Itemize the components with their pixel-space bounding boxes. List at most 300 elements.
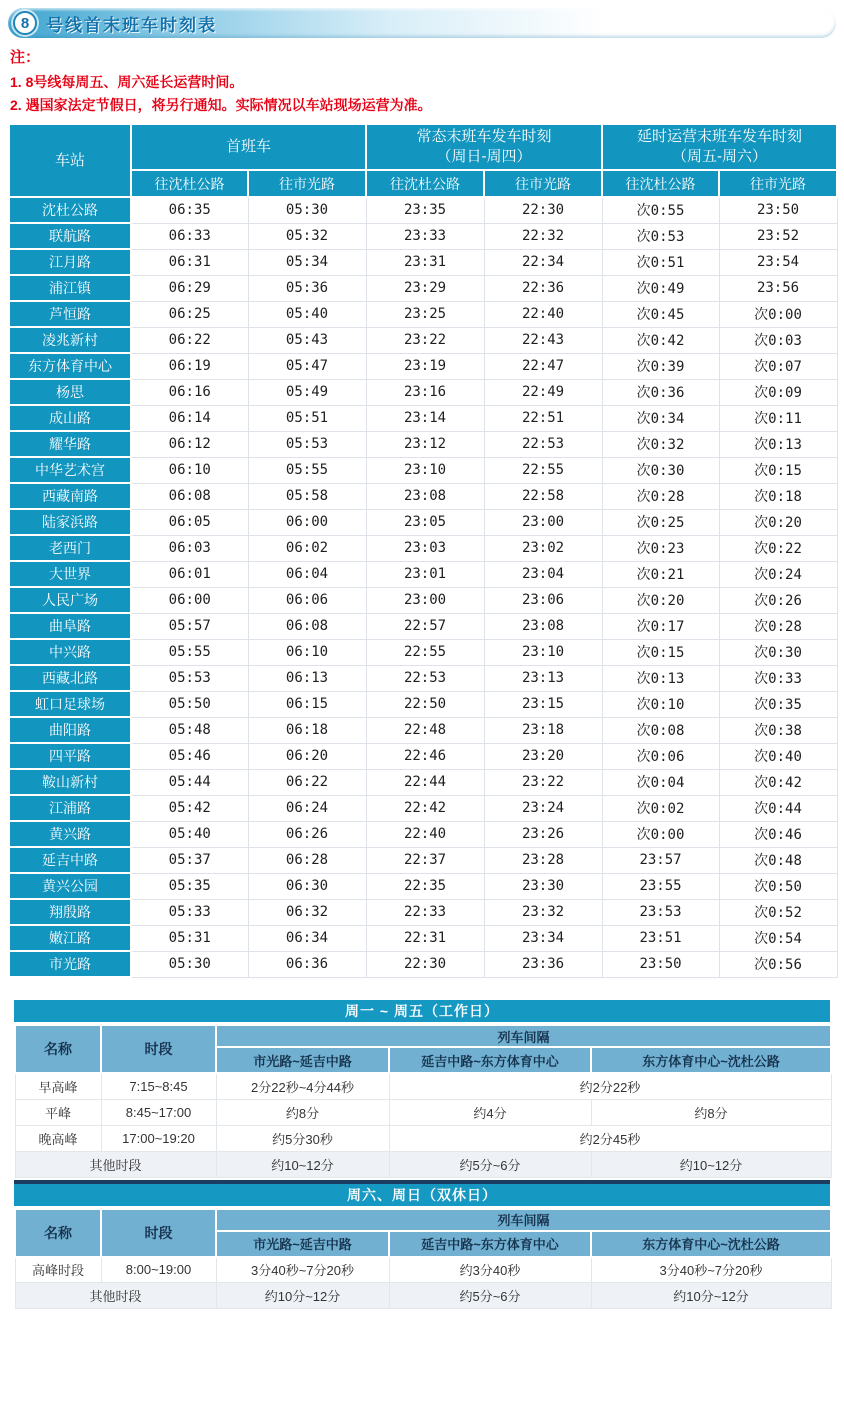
time-cell: 次0:30 bbox=[602, 457, 719, 483]
time-cell: 次0:18 bbox=[719, 483, 837, 509]
time-cell: 06:28 bbox=[248, 847, 366, 873]
interval-name-cell: 其他时段 bbox=[15, 1151, 216, 1177]
interval-period-cell: 17:00~19:20 bbox=[101, 1125, 216, 1151]
time-cell: 23:56 bbox=[719, 275, 837, 301]
time-cell: 05:40 bbox=[131, 821, 248, 847]
station-row bbox=[9, 665, 837, 691]
interval-route-header: 东方体育中心~沈杜公路 bbox=[591, 1047, 831, 1073]
interval-value-cell: 2分22秒~4分44秒 bbox=[216, 1073, 389, 1099]
time-cell: 23:01 bbox=[366, 561, 484, 587]
time-cell: 05:53 bbox=[131, 665, 248, 691]
time-cell: 次0:51 bbox=[602, 249, 719, 275]
station-row bbox=[9, 197, 837, 223]
time-cell: 23:52 bbox=[719, 223, 837, 249]
time-cell: 次0:04 bbox=[602, 769, 719, 795]
note-lines bbox=[10, 71, 836, 117]
direction-header-row bbox=[9, 170, 837, 197]
time-cell: 23:54 bbox=[719, 249, 837, 275]
station-name: 杨思 bbox=[9, 379, 131, 405]
time-cell: 06:30 bbox=[248, 873, 366, 899]
time-cell: 06:26 bbox=[248, 821, 366, 847]
time-cell: 06:29 bbox=[131, 275, 248, 301]
time-cell: 06:12 bbox=[131, 431, 248, 457]
station-name: 翔殷路 bbox=[9, 899, 131, 925]
time-cell: 次0:07 bbox=[719, 353, 837, 379]
time-cell: 23:18 bbox=[484, 717, 602, 743]
interval-table-body bbox=[15, 1073, 831, 1177]
interval-value-cell: 约10分~12分 bbox=[216, 1283, 389, 1309]
time-cell: 次0:34 bbox=[602, 405, 719, 431]
time-cell: 06:05 bbox=[131, 509, 248, 535]
time-cell: 23:57 bbox=[602, 847, 719, 873]
time-cell: 23:25 bbox=[366, 301, 484, 327]
station-name: 鞍山新村 bbox=[9, 769, 131, 795]
station-name: 凌兆新村 bbox=[9, 327, 131, 353]
group-header-extended-last-train bbox=[602, 124, 837, 170]
time-cell: 06:32 bbox=[248, 899, 366, 925]
time-cell: 次0:23 bbox=[602, 535, 719, 561]
time-cell: 次0:03 bbox=[719, 327, 837, 353]
interval-value-cell: 约8分 bbox=[216, 1099, 389, 1125]
time-cell: 22:58 bbox=[484, 483, 602, 509]
time-cell: 次0:20 bbox=[719, 509, 837, 535]
time-cell: 次0:56 bbox=[719, 951, 837, 977]
station-row bbox=[9, 561, 837, 587]
station-name: 沈杜公路 bbox=[9, 197, 131, 223]
interval-row bbox=[15, 1073, 831, 1099]
time-cell: 06:24 bbox=[248, 795, 366, 821]
time-cell: 23:28 bbox=[484, 847, 602, 873]
name-column-header: 名称 bbox=[15, 1209, 101, 1257]
time-cell: 06:03 bbox=[131, 535, 248, 561]
interval-table bbox=[14, 1208, 832, 1310]
time-cell: 23:22 bbox=[366, 327, 484, 353]
time-cell: 次0:28 bbox=[602, 483, 719, 509]
interval-table-body bbox=[15, 1257, 831, 1309]
interval-row bbox=[15, 1151, 831, 1177]
time-cell: 23:02 bbox=[484, 535, 602, 561]
station-name: 陆家浜路 bbox=[9, 509, 131, 535]
time-cell: 次0:39 bbox=[602, 353, 719, 379]
time-cell: 05:30 bbox=[248, 197, 366, 223]
direction-header: 往市光路 bbox=[248, 170, 366, 197]
station-name: 虹口足球场 bbox=[9, 691, 131, 717]
time-cell: 次0:35 bbox=[719, 691, 837, 717]
interval-name-cell: 平峰 bbox=[15, 1099, 101, 1125]
station-row bbox=[9, 275, 837, 301]
time-cell: 23:53 bbox=[602, 899, 719, 925]
time-cell: 06:01 bbox=[131, 561, 248, 587]
time-cell: 22:46 bbox=[366, 743, 484, 769]
time-cell: 22:55 bbox=[484, 457, 602, 483]
time-cell: 06:00 bbox=[131, 587, 248, 613]
weekend-interval-table bbox=[14, 1184, 830, 1310]
station-name: 耀华路 bbox=[9, 431, 131, 457]
time-cell: 23:10 bbox=[366, 457, 484, 483]
time-cell: 次0:53 bbox=[602, 223, 719, 249]
timetable-header bbox=[9, 124, 837, 197]
interval-value-cell: 约4分 bbox=[389, 1099, 591, 1125]
interval-name-cell: 其他时段 bbox=[15, 1283, 216, 1309]
station-name: 芦恒路 bbox=[9, 301, 131, 327]
time-cell: 23:08 bbox=[366, 483, 484, 509]
time-cell: 05:46 bbox=[131, 743, 248, 769]
time-cell: 23:34 bbox=[484, 925, 602, 951]
time-cell: 次0:55 bbox=[602, 197, 719, 223]
interval-period-cell: 8:00~19:00 bbox=[101, 1257, 216, 1283]
time-cell: 23:00 bbox=[366, 587, 484, 613]
interval-row bbox=[15, 1099, 831, 1125]
interval-value-cell: 约10~12分 bbox=[216, 1151, 389, 1177]
line-number-badge: 8 bbox=[13, 11, 37, 35]
timetable bbox=[8, 123, 838, 978]
time-cell: 23:51 bbox=[602, 925, 719, 951]
group-header-line: 延时运营末班车发车时刻 bbox=[637, 128, 803, 145]
time-cell: 次0:00 bbox=[719, 301, 837, 327]
direction-header: 往市光路 bbox=[484, 170, 602, 197]
time-cell: 22:44 bbox=[366, 769, 484, 795]
station-row bbox=[9, 717, 837, 743]
time-cell: 次0:42 bbox=[719, 769, 837, 795]
time-cell: 次0:45 bbox=[602, 301, 719, 327]
interval-value-cell: 3分40秒~7分20秒 bbox=[216, 1257, 389, 1283]
time-cell: 23:12 bbox=[366, 431, 484, 457]
interval-value-cell: 约5分~6分 bbox=[389, 1283, 591, 1309]
time-cell: 05:34 bbox=[248, 249, 366, 275]
station-row bbox=[9, 925, 837, 951]
time-cell: 次0:50 bbox=[719, 873, 837, 899]
train-interval-header: 列车间隔 bbox=[216, 1025, 831, 1047]
time-cell: 06:08 bbox=[131, 483, 248, 509]
time-cell: 22:37 bbox=[366, 847, 484, 873]
time-cell: 06:20 bbox=[248, 743, 366, 769]
time-cell: 22:48 bbox=[366, 717, 484, 743]
time-cell: 23:36 bbox=[484, 951, 602, 977]
time-cell: 22:40 bbox=[366, 821, 484, 847]
interval-table bbox=[14, 1024, 832, 1178]
group-header-line: （周日-周四） bbox=[436, 148, 532, 165]
time-cell: 05:47 bbox=[248, 353, 366, 379]
station-name: 曲阜路 bbox=[9, 613, 131, 639]
time-cell: 06:04 bbox=[248, 561, 366, 587]
station-name: 联航路 bbox=[9, 223, 131, 249]
time-cell: 05:31 bbox=[131, 925, 248, 951]
station-name: 老西门 bbox=[9, 535, 131, 561]
station-row bbox=[9, 327, 837, 353]
time-cell: 23:15 bbox=[484, 691, 602, 717]
interval-value-cell: 约10分~12分 bbox=[591, 1283, 831, 1309]
station-name: 中兴路 bbox=[9, 639, 131, 665]
time-cell: 次0:44 bbox=[719, 795, 837, 821]
time-cell: 05:43 bbox=[248, 327, 366, 353]
time-cell: 23:16 bbox=[366, 379, 484, 405]
time-cell: 22:43 bbox=[484, 327, 602, 353]
station-row bbox=[9, 587, 837, 613]
interval-value-cell: 约5分30秒 bbox=[216, 1125, 389, 1151]
time-cell: 23:04 bbox=[484, 561, 602, 587]
timetable-body bbox=[9, 197, 837, 977]
station-name: 延吉中路 bbox=[9, 847, 131, 873]
time-cell: 次0:17 bbox=[602, 613, 719, 639]
time-cell: 次0:30 bbox=[719, 639, 837, 665]
time-cell: 06:13 bbox=[248, 665, 366, 691]
time-cell: 次0:32 bbox=[602, 431, 719, 457]
time-cell: 次0:54 bbox=[719, 925, 837, 951]
time-cell: 22:40 bbox=[484, 301, 602, 327]
time-cell: 06:18 bbox=[248, 717, 366, 743]
time-cell: 05:48 bbox=[131, 717, 248, 743]
time-cell: 22:35 bbox=[366, 873, 484, 899]
time-cell: 06:16 bbox=[131, 379, 248, 405]
time-cell: 22:42 bbox=[366, 795, 484, 821]
station-row bbox=[9, 613, 837, 639]
time-cell: 06:33 bbox=[131, 223, 248, 249]
line-banner bbox=[8, 8, 836, 38]
time-cell: 05:58 bbox=[248, 483, 366, 509]
time-cell: 23:33 bbox=[366, 223, 484, 249]
group-header-line: 首班车 bbox=[226, 138, 272, 155]
time-cell: 06:22 bbox=[131, 327, 248, 353]
period-column-header: 时段 bbox=[101, 1209, 216, 1257]
station-name: 嫩江路 bbox=[9, 925, 131, 951]
station-row bbox=[9, 821, 837, 847]
time-cell: 次0:38 bbox=[719, 717, 837, 743]
time-cell: 次0:15 bbox=[602, 639, 719, 665]
time-cell: 06:14 bbox=[131, 405, 248, 431]
time-cell: 05:44 bbox=[131, 769, 248, 795]
interval-header-row bbox=[15, 1209, 831, 1231]
time-cell: 23:29 bbox=[366, 275, 484, 301]
interval-name-cell: 高峰时段 bbox=[15, 1257, 101, 1283]
time-cell: 05:33 bbox=[131, 899, 248, 925]
group-header-row bbox=[9, 124, 837, 170]
station-name: 四平路 bbox=[9, 743, 131, 769]
time-cell: 05:51 bbox=[248, 405, 366, 431]
station-row bbox=[9, 483, 837, 509]
time-cell: 次0:22 bbox=[719, 535, 837, 561]
direction-header: 往市光路 bbox=[719, 170, 837, 197]
direction-header: 往沈杜公路 bbox=[366, 170, 484, 197]
interval-route-header: 延吉中路~东方体育中心 bbox=[389, 1231, 591, 1257]
time-cell: 05:42 bbox=[131, 795, 248, 821]
time-cell: 23:35 bbox=[366, 197, 484, 223]
time-cell: 06:25 bbox=[131, 301, 248, 327]
time-cell: 06:19 bbox=[131, 353, 248, 379]
station-name: 黄兴路 bbox=[9, 821, 131, 847]
station-row bbox=[9, 795, 837, 821]
station-row bbox=[9, 899, 837, 925]
interval-route-header: 市光路~延吉中路 bbox=[216, 1231, 389, 1257]
time-cell: 05:32 bbox=[248, 223, 366, 249]
time-cell: 次0:00 bbox=[602, 821, 719, 847]
station-row bbox=[9, 431, 837, 457]
time-cell: 05:40 bbox=[248, 301, 366, 327]
time-cell: 23:19 bbox=[366, 353, 484, 379]
station-column-header: 车站 bbox=[9, 124, 131, 197]
station-name: 江月路 bbox=[9, 249, 131, 275]
time-cell: 23:10 bbox=[484, 639, 602, 665]
time-cell: 06:06 bbox=[248, 587, 366, 613]
station-name: 人民广场 bbox=[9, 587, 131, 613]
time-cell: 次0:10 bbox=[602, 691, 719, 717]
time-cell: 06:10 bbox=[248, 639, 366, 665]
station-name: 成山路 bbox=[9, 405, 131, 431]
time-cell: 23:14 bbox=[366, 405, 484, 431]
time-cell: 23:05 bbox=[366, 509, 484, 535]
time-cell: 次0:13 bbox=[719, 431, 837, 457]
note-line: 2. 遇国家法定节假日，将另行通知。实际情况以车站现场运营为准。 bbox=[10, 97, 432, 113]
time-cell: 22:55 bbox=[366, 639, 484, 665]
station-row bbox=[9, 691, 837, 717]
time-cell: 05:30 bbox=[131, 951, 248, 977]
time-cell: 次0:20 bbox=[602, 587, 719, 613]
station-row bbox=[9, 769, 837, 795]
station-row bbox=[9, 223, 837, 249]
group-header-normal-last-train bbox=[366, 124, 602, 170]
time-cell: 05:35 bbox=[131, 873, 248, 899]
interval-table-header bbox=[15, 1209, 831, 1257]
interval-value-cell: 约2分22秒 bbox=[389, 1073, 831, 1099]
group-header-line: 常态末班车发车时刻 bbox=[416, 128, 552, 145]
time-cell: 23:50 bbox=[602, 951, 719, 977]
time-cell: 05:55 bbox=[131, 639, 248, 665]
station-row bbox=[9, 457, 837, 483]
interval-row bbox=[15, 1283, 831, 1309]
time-cell: 23:31 bbox=[366, 249, 484, 275]
interval-value-cell: 约8分 bbox=[591, 1099, 831, 1125]
station-name: 市光路 bbox=[9, 951, 131, 977]
time-cell: 06:08 bbox=[248, 613, 366, 639]
station-row bbox=[9, 743, 837, 769]
station-row bbox=[9, 379, 837, 405]
time-cell: 22:51 bbox=[484, 405, 602, 431]
time-cell: 次0:26 bbox=[719, 587, 837, 613]
station-row bbox=[9, 951, 837, 977]
time-cell: 05:55 bbox=[248, 457, 366, 483]
time-cell: 次0:02 bbox=[602, 795, 719, 821]
time-cell: 23:26 bbox=[484, 821, 602, 847]
time-cell: 22:32 bbox=[484, 223, 602, 249]
time-cell: 23:55 bbox=[602, 873, 719, 899]
interval-value-cell: 约2分45秒 bbox=[389, 1125, 831, 1151]
time-cell: 06:35 bbox=[131, 197, 248, 223]
time-cell: 次0:36 bbox=[602, 379, 719, 405]
interval-header-row bbox=[15, 1025, 831, 1047]
station-row bbox=[9, 847, 837, 873]
interval-tables bbox=[8, 1000, 836, 1309]
time-cell: 22:53 bbox=[366, 665, 484, 691]
time-cell: 23:03 bbox=[366, 535, 484, 561]
station-name: 大世界 bbox=[9, 561, 131, 587]
station-name: 黄兴公园 bbox=[9, 873, 131, 899]
interval-value-cell: 约10~12分 bbox=[591, 1151, 831, 1177]
group-header-first-train bbox=[131, 124, 366, 170]
time-cell: 23:50 bbox=[719, 197, 837, 223]
time-cell: 次0:09 bbox=[719, 379, 837, 405]
station-name: 曲阳路 bbox=[9, 717, 131, 743]
time-cell: 次0:08 bbox=[602, 717, 719, 743]
time-cell: 次0:21 bbox=[602, 561, 719, 587]
interval-table-title: 周一 ~ 周五（工作日） bbox=[14, 1000, 830, 1024]
time-cell: 次0:40 bbox=[719, 743, 837, 769]
time-cell: 23:13 bbox=[484, 665, 602, 691]
time-cell: 22:36 bbox=[484, 275, 602, 301]
time-cell: 次0:52 bbox=[719, 899, 837, 925]
time-cell: 次0:42 bbox=[602, 327, 719, 353]
time-cell: 06:31 bbox=[131, 249, 248, 275]
station-name: 浦江镇 bbox=[9, 275, 131, 301]
interval-route-header: 延吉中路~东方体育中心 bbox=[389, 1047, 591, 1073]
notes-label: 注： bbox=[10, 49, 41, 66]
interval-name-cell: 早高峰 bbox=[15, 1073, 101, 1099]
time-cell: 05:57 bbox=[131, 613, 248, 639]
interval-row bbox=[15, 1125, 831, 1151]
time-cell: 05:49 bbox=[248, 379, 366, 405]
time-cell: 23:08 bbox=[484, 613, 602, 639]
time-cell: 22:57 bbox=[366, 613, 484, 639]
time-cell: 次0:15 bbox=[719, 457, 837, 483]
time-cell: 22:53 bbox=[484, 431, 602, 457]
direction-header: 往沈杜公路 bbox=[602, 170, 719, 197]
interval-route-header: 市光路~延吉中路 bbox=[216, 1047, 389, 1073]
time-cell: 次0:13 bbox=[602, 665, 719, 691]
time-cell: 06:22 bbox=[248, 769, 366, 795]
time-cell: 次0:25 bbox=[602, 509, 719, 535]
interval-table-header bbox=[15, 1025, 831, 1073]
time-cell: 23:32 bbox=[484, 899, 602, 925]
time-cell: 22:30 bbox=[366, 951, 484, 977]
station-row bbox=[9, 405, 837, 431]
time-cell: 05:50 bbox=[131, 691, 248, 717]
interval-route-header: 东方体育中心~沈杜公路 bbox=[591, 1231, 831, 1257]
station-row bbox=[9, 873, 837, 899]
time-cell: 22:50 bbox=[366, 691, 484, 717]
time-cell: 23:30 bbox=[484, 873, 602, 899]
time-cell: 22:47 bbox=[484, 353, 602, 379]
train-interval-header: 列车间隔 bbox=[216, 1209, 831, 1231]
banner-title: 号线首末班车时刻表 bbox=[46, 15, 217, 35]
time-cell: 次0:28 bbox=[719, 613, 837, 639]
time-cell: 06:36 bbox=[248, 951, 366, 977]
time-cell: 23:20 bbox=[484, 743, 602, 769]
time-cell: 23:00 bbox=[484, 509, 602, 535]
station-name: 东方体育中心 bbox=[9, 353, 131, 379]
interval-value-cell: 3分40秒~7分20秒 bbox=[591, 1257, 831, 1283]
interval-table-title: 周六、周日（双休日） bbox=[14, 1184, 830, 1208]
station-row bbox=[9, 249, 837, 275]
name-column-header: 名称 bbox=[15, 1025, 101, 1073]
interval-name-cell: 晚高峰 bbox=[15, 1125, 101, 1151]
station-name: 中华艺术宫 bbox=[9, 457, 131, 483]
time-cell: 22:31 bbox=[366, 925, 484, 951]
time-cell: 次0:49 bbox=[602, 275, 719, 301]
time-cell: 23:06 bbox=[484, 587, 602, 613]
time-cell: 次0:24 bbox=[719, 561, 837, 587]
time-cell: 22:49 bbox=[484, 379, 602, 405]
station-name: 西藏北路 bbox=[9, 665, 131, 691]
time-cell: 23:22 bbox=[484, 769, 602, 795]
interval-row bbox=[15, 1257, 831, 1283]
period-column-header: 时段 bbox=[101, 1025, 216, 1073]
interval-period-cell: 8:45~17:00 bbox=[101, 1099, 216, 1125]
station-row bbox=[9, 639, 837, 665]
weekday-interval-table bbox=[14, 1000, 830, 1178]
time-cell: 06:00 bbox=[248, 509, 366, 535]
time-cell: 次0:46 bbox=[719, 821, 837, 847]
time-cell: 06:10 bbox=[131, 457, 248, 483]
group-header-line: （周五-周六） bbox=[672, 148, 768, 165]
station-row bbox=[9, 509, 837, 535]
